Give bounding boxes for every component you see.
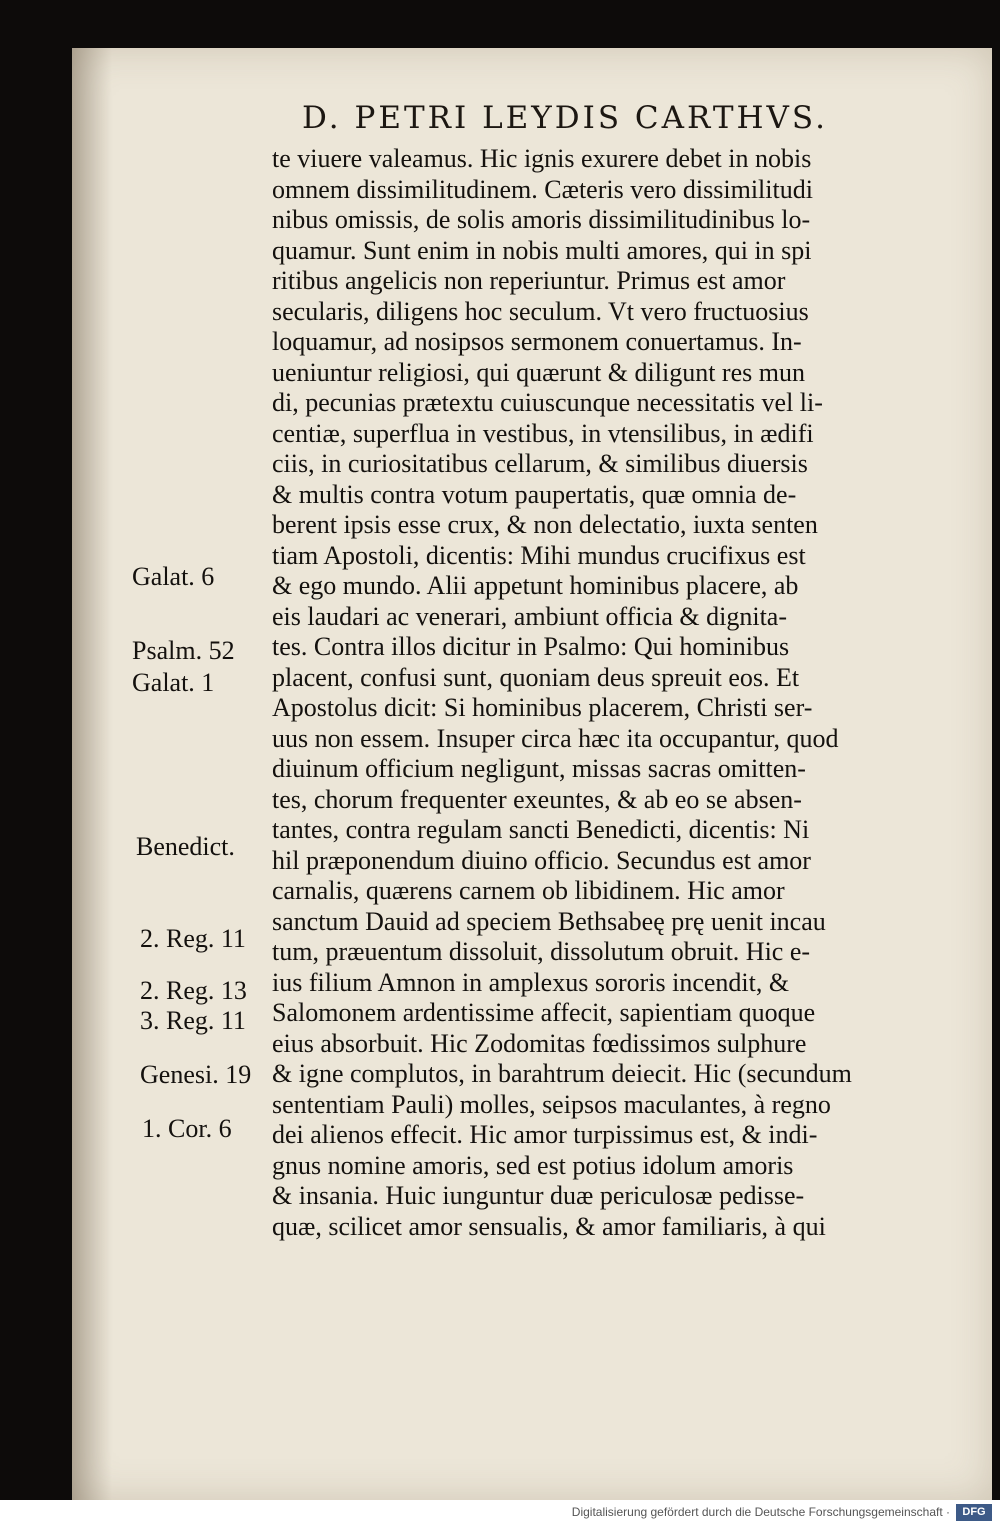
text-line: nibus omissis, de solis amoris dissimilitudinibus lo-: [272, 205, 811, 234]
text-line: Salomonem ardentissime affecit, sapientiam quoque: [272, 998, 816, 1027]
text-line: eius absorbuit. Hic Zodomitas fœdissimos sulphure: [272, 1028, 807, 1058]
text-line: quamur. Sunt enim in nobis multi amores, qui in spi: [272, 235, 812, 265]
margin-note-psalm-52: Psalm. 52: [132, 636, 235, 665]
margin-note-2-reg-13: 2. Reg. 13: [140, 976, 247, 1005]
text-line: ritibus angelicis non reperiuntur. Primus est amor: [272, 266, 786, 295]
text-line: tantes, contra regulam sancti Benedicti, dicentis: Ni: [272, 815, 810, 844]
body-text-column: [272, 144, 962, 1242]
margin-note-genesi-19: Genesi. 19: [140, 1060, 252, 1089]
text-line: & multis contra votum paupertatis, quæ omnia de-: [272, 479, 797, 509]
text-line: sanctum Dauid ad speciem Bethsabeę prę uenit incau: [272, 906, 826, 936]
text-line: tes. Contra illos dicitur in Psalmo: Qui hominibus: [272, 632, 790, 661]
text-line: gnus nomine amoris, sed est potius idolum amoris: [272, 1150, 794, 1180]
text-line: ciis, in curiositatibus cellarum, & similibus diuersis: [272, 449, 808, 478]
text-line: berent ipsis esse crux, & non delectatio, iuxta senten: [272, 510, 818, 539]
running-head: D. PETRI LEYDIS CARTHVS.: [302, 100, 828, 136]
text-line: centiæ, superflua in vestibus, in vtensilibus, in ædifi: [272, 418, 814, 448]
text-line: tiam Apostoli, dicentis: Mihi mundus crucifixus est: [272, 540, 806, 570]
book-page: [72, 48, 992, 1500]
dfg-logo: DFG: [956, 1504, 992, 1521]
text-line: te viuere valeamus. Hic ignis exurere debet in nobis: [272, 144, 812, 173]
margin-note-benedict: Benedict.: [136, 832, 235, 861]
text-line: tes, chorum frequenter exeuntes, & ab eo se absen-: [272, 784, 802, 814]
text-line: hil præponendum diuino officio. Secundus est amor: [272, 845, 811, 875]
text-line: Apostolus dicit: Si hominibus placerem, Christi ser-: [272, 693, 813, 722]
text-line: diuinum officium negligunt, missas sacras omitten-: [272, 754, 806, 783]
text-line: eis laudari ac venerari, ambiunt officia & dignita-: [272, 601, 787, 631]
funding-credit: Digitalisierung gefördert durch die Deutsche Forschungsgemeinschaft ·: [571, 1505, 950, 1519]
margin-note-2-reg-11: 2. Reg. 11: [140, 924, 246, 953]
text-line: dei alienos effecit. Hic amor turpissimus est, & indi-: [272, 1120, 818, 1149]
margin-note-1-cor-6: 1. Cor. 6: [142, 1114, 232, 1143]
text-line: uus non essem. Insuper circa hæc ita occupantur, quod: [272, 723, 839, 753]
margin-note-galat-6: Galat. 6: [132, 562, 215, 591]
text-line: & ego mundo. Alii appetunt hominibus placere, ab: [272, 571, 799, 600]
margin-note-3-reg-11: 3. Reg. 11: [140, 1006, 246, 1035]
text-line: & igne complutos, in barahtrum deiecit. Hic (secundum: [272, 1059, 852, 1088]
text-line: & insania. Huic iunguntur duæ periculosæ pedisse-: [272, 1181, 805, 1210]
text-line: omnem dissimilitudinem. Cæteris vero dissimilitudi: [272, 174, 813, 204]
text-line: tum, præuentum dissoluit, dissolutum obruit. Hic e-: [272, 937, 811, 966]
digitization-footer: [0, 1500, 1000, 1526]
text-line: ueniuntur religiosi, qui quærunt & diligunt res mun: [272, 357, 805, 387]
text-line: placent, confusi sunt, quoniam deus spreuit eos. Et: [272, 662, 800, 692]
text-line: carnalis, quærens carnem ob libidinem. Hic amor: [272, 876, 785, 905]
text-line: secularis, diligens hoc seculum. Vt vero fructuosius: [272, 296, 809, 326]
text-line: di, pecunias prætextu cuiuscunque necessitatis vel li-: [272, 388, 823, 417]
text-line: loquamur, ad nosipsos sermonem conuertamus. In-: [272, 327, 802, 356]
margin-note-galat-1: Galat. 1: [132, 668, 215, 697]
page-gutter-shadow: [72, 48, 112, 1500]
text-line: ius filium Amnon in amplexus sororis incendit, &: [272, 967, 790, 997]
text-line: sententiam Pauli) molles, seipsos maculantes, à regno: [272, 1089, 831, 1119]
text-line: quæ, scilicet amor sensualis, & amor familiaris, à qui: [272, 1211, 826, 1241]
